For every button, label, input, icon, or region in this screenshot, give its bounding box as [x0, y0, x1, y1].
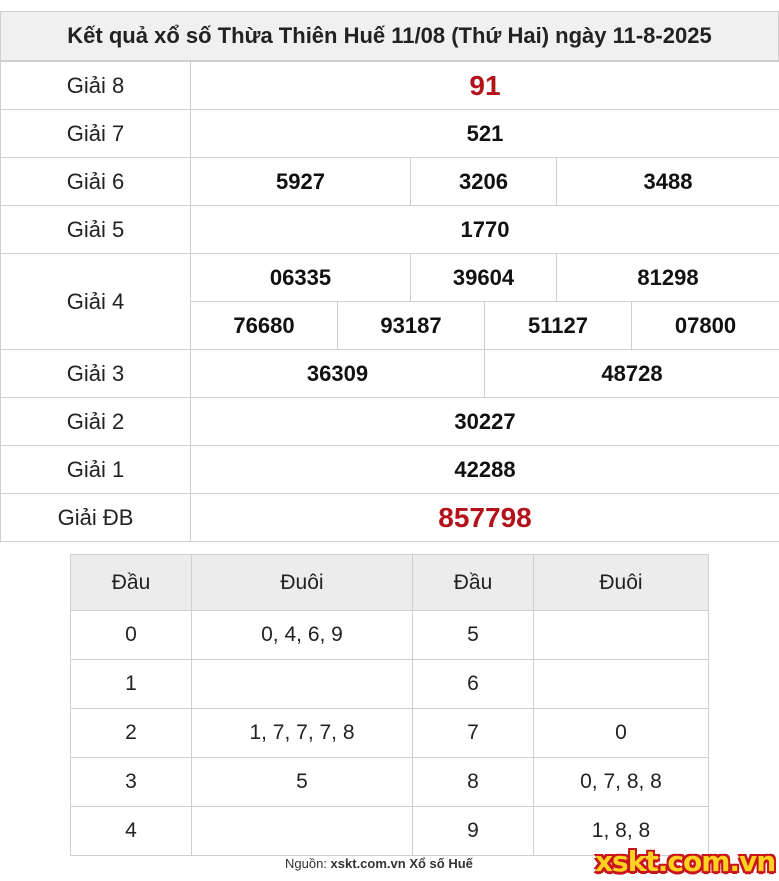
prize-row-5: [1, 206, 779, 254]
source-site: xskt.com.vn: [330, 856, 406, 871]
loto-duoi: [192, 807, 413, 856]
prize-label-db: Giải ĐB: [1, 494, 191, 542]
loto-dau: 3: [71, 758, 192, 807]
loto-duoi: [534, 660, 709, 709]
page-title: Kết quả xổ số Thừa Thiên Huế 11/08 (Thứ Hai) ngày 11-8-2025: [0, 11, 779, 61]
prize-value-6: 5927: [191, 158, 411, 206]
loto-duoi: 1, 7, 7, 7, 8: [192, 709, 413, 758]
prize-value-7: 521: [191, 110, 779, 158]
prize-row-4a: [1, 254, 779, 302]
prize-label-4: Giải 4: [1, 254, 191, 350]
prize-value-4: 07800: [632, 302, 779, 350]
loto-header-duoi: Đuôi: [534, 555, 709, 611]
prize-label-5: Giải 5: [1, 206, 191, 254]
loto-duoi: 5: [192, 758, 413, 807]
prize-label-2: Giải 2: [1, 398, 191, 446]
prize-row-3: [1, 350, 779, 398]
prize-value-3: 36309: [191, 350, 485, 398]
loto-header-dau: Đầu: [71, 555, 192, 611]
prize-value-4: 39604: [411, 254, 557, 302]
loto-dau: 9: [413, 807, 534, 856]
prize-value-4: 51127: [485, 302, 632, 350]
source-name: Xổ số Huế: [409, 856, 473, 871]
loto-header-dau: Đầu: [413, 555, 534, 611]
source-credit: [285, 856, 473, 871]
prize-value-6: 3488: [557, 158, 779, 206]
loto-dau: 6: [413, 660, 534, 709]
loto-header-duoi: Đuôi: [192, 555, 413, 611]
prize-value-3: 48728: [485, 350, 779, 398]
prize-value-db: 857798: [191, 494, 779, 542]
loto-duoi: 1, 8, 8: [534, 807, 709, 856]
loto-dau: 2: [71, 709, 192, 758]
prize-value-1: 42288: [191, 446, 779, 494]
prize-label-1: Giải 1: [1, 446, 191, 494]
prize-label-6: Giải 6: [1, 158, 191, 206]
prize-value-2: 30227: [191, 398, 779, 446]
loto-row: [71, 709, 709, 758]
loto-row: [71, 758, 709, 807]
prize-row-1: [1, 446, 779, 494]
prize-value-4: 81298: [557, 254, 779, 302]
loto-row: [71, 660, 709, 709]
loto-duoi: 0, 4, 6, 9: [192, 611, 413, 660]
prize-label-3: Giải 3: [1, 350, 191, 398]
prize-row-6: [1, 158, 779, 206]
loto-duoi: 0, 7, 8, 8: [534, 758, 709, 807]
loto-row: [71, 611, 709, 660]
loto-dau: 8: [413, 758, 534, 807]
loto-dau: 7: [413, 709, 534, 758]
loto-duoi: 0: [534, 709, 709, 758]
prize-value-4: 76680: [191, 302, 338, 350]
prize-value-5: 1770: [191, 206, 779, 254]
loto-duoi: [534, 611, 709, 660]
source-prefix: Nguồn:: [285, 856, 327, 871]
prize-value-4: 06335: [191, 254, 411, 302]
loto-dau: 0: [71, 611, 192, 660]
loto-dau: 5: [413, 611, 534, 660]
prize-row-2: [1, 398, 779, 446]
prize-value-6: 3206: [411, 158, 557, 206]
loto-table: [70, 554, 709, 856]
prize-row-7: [1, 110, 779, 158]
loto-dau: 1: [71, 660, 192, 709]
results-table: [0, 61, 779, 542]
prize-row-8: [1, 62, 779, 110]
prize-value-4: 93187: [338, 302, 485, 350]
loto-header-row: [71, 555, 709, 611]
prize-row-db: [1, 494, 779, 542]
prize-value-8: 91: [191, 62, 779, 110]
loto-dau: 4: [71, 807, 192, 856]
prize-label-7: Giải 7: [1, 110, 191, 158]
loto-duoi: [192, 660, 413, 709]
prize-label-8: Giải 8: [1, 62, 191, 110]
site-logo: xskt.com.vn: [595, 845, 776, 878]
